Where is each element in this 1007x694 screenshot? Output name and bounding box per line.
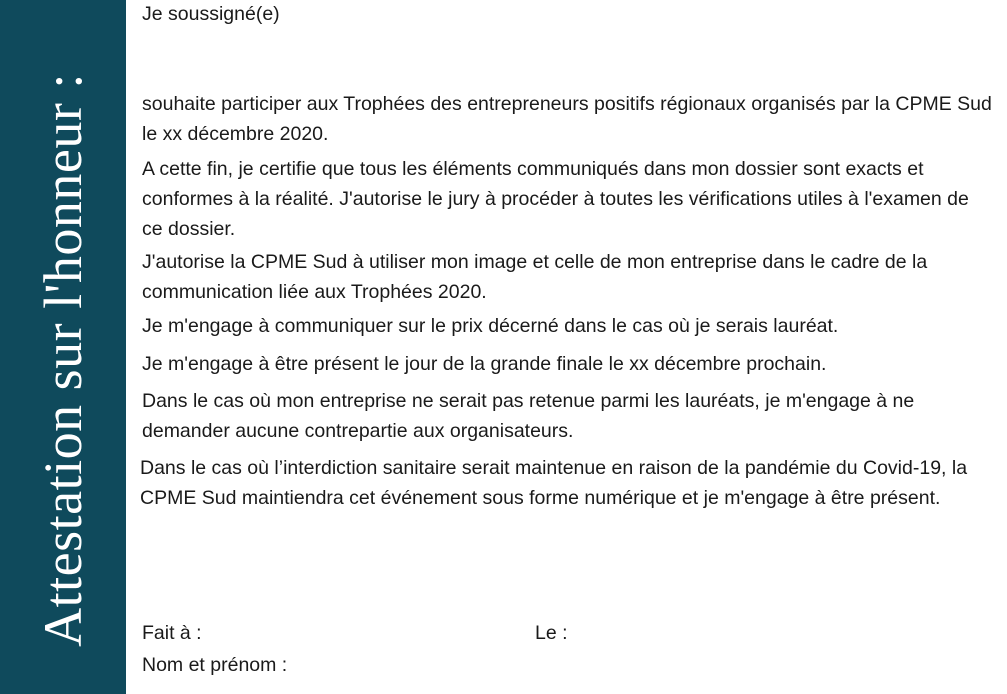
sidebar-banner — [0, 0, 126, 694]
name-label: Nom et prénom : — [142, 654, 288, 676]
paragraph-covid: Dans le cas où l’interdiction sanitaire serait maintenue en raison de la pandémie du Covid-19, la CPME Sud maintiendra cet événement sous forme numérique et je m'engage à être présent. — [140, 457, 968, 509]
intro-text: Je soussigné(e) — [142, 3, 280, 25]
sidebar-title: Attestation sur l'honneur : — [33, 73, 93, 647]
paragraph-communication: Je m'engage à communiquer sur le prix décerné dans le cas où je serais lauréat. — [142, 315, 839, 337]
fait-a-label: Fait à : — [142, 622, 202, 644]
paragraph-presence: Je m'engage à être présent le jour de la grande finale le xx décembre prochain. — [142, 353, 827, 375]
paragraph-participation: souhaite participer aux Trophées des entrepreneurs positifs régionaux organisés par la CPME Sud le xx décembre 2020. — [142, 93, 992, 145]
paragraph-image-rights: J'autorise la CPME Sud à utiliser mon image et celle de mon entreprise dans le cadre de la communication liée aux Trophées 2020. — [142, 251, 928, 303]
paragraph-no-compensation: Dans le cas où mon entreprise ne serait pas retenue parmi les lauréats, je m'engage à ne demander aucune contrepartie aux organisateurs. — [142, 390, 915, 442]
date-label: Le : — [535, 622, 568, 644]
paragraph-certification: A cette fin, je certifie que tous les éléments communiqués dans mon dossier sont exacts et conformes à la réalité. J'autorise le jury à procéder à toutes les vérifications utiles à l'examen de ce dossier. — [142, 158, 969, 240]
